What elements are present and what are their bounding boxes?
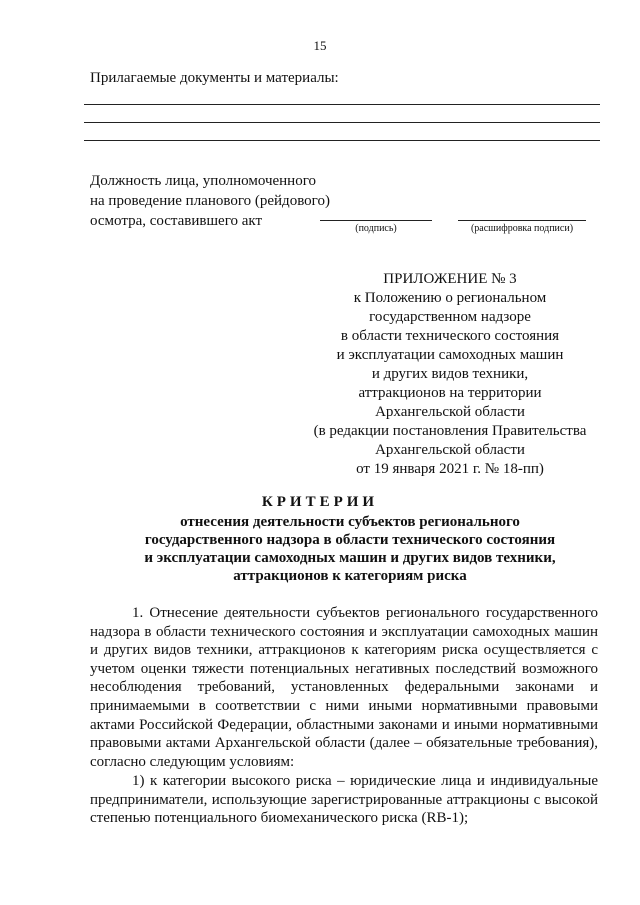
criteria-title: КРИТЕРИИ bbox=[261, 494, 379, 510]
signature-line bbox=[320, 220, 432, 221]
appendix-line: Архангельской области bbox=[375, 404, 525, 420]
criteria-subtitle bbox=[90, 513, 610, 585]
criteria-subtitle-line: и эксплуатации самоходных машин и других видов техники, bbox=[144, 550, 556, 566]
signature-decoding-line bbox=[458, 220, 586, 221]
appendix-header bbox=[290, 270, 610, 479]
appendix-line: в области технического состояния bbox=[340, 328, 560, 344]
criteria-subtitle-line: отнесения деятельности субъектов регионального bbox=[180, 514, 520, 530]
attachments-line-1 bbox=[84, 104, 600, 105]
page-number: 15 bbox=[313, 38, 327, 53]
appendix-line: от 19 января 2021 г. № 18-пп) bbox=[356, 461, 544, 477]
criteria-subtitle-line: государственного надзора в области технического состояния bbox=[144, 532, 556, 548]
attachments-line-2 bbox=[84, 122, 600, 123]
official-position-block bbox=[90, 171, 330, 231]
attachments-line-3 bbox=[84, 140, 600, 141]
appendix-line: ПРИЛОЖЕНИЕ № 3 bbox=[383, 271, 517, 287]
body-paragraph-1: 1. Отнесение деятельности субъектов регионального государственного надзора в области технического состояния и эксплуатации самоходных машин и других видов техники, аттракционов к категориям риска осуществляется с учетом оценки тяжести потенциальных негативных последствий возможного несоблюдения требований, установленных федеральными законами и принимаемыми в соответствии с ними иными нормативными правовыми актами Российской Федерации, областными законами и иными нормативными правовыми актами Архангельской области (далее – обязательные требования), согласно следующим условиям: bbox=[90, 605, 598, 770]
appendix-line: государственном надзоре bbox=[369, 309, 531, 325]
signature-caption: (подпись) bbox=[355, 223, 397, 234]
official-position-line: осмотра, составившего акт bbox=[90, 213, 263, 229]
criteria-subtitle-line: аттракционов к категориям риска bbox=[233, 568, 467, 584]
appendix-line: к Положению о региональном bbox=[353, 290, 547, 306]
attachments-heading: Прилагаемые документы и материалы: bbox=[90, 70, 339, 86]
official-position-line: на проведение планового (рейдового) bbox=[90, 193, 330, 209]
appendix-line: (в редакции постановления Правительства bbox=[313, 423, 587, 439]
signature-decoding-caption: (расшифровка подписи) bbox=[470, 223, 574, 234]
appendix-line: и других видов техники, bbox=[371, 366, 529, 382]
official-position-line: Должность лица, уполномоченного bbox=[90, 173, 316, 189]
appendix-line: аттракционов на территории bbox=[358, 385, 542, 401]
appendix-line: Архангельской области bbox=[375, 442, 525, 458]
appendix-line: и эксплуатации самоходных машин bbox=[336, 347, 564, 363]
body-paragraph-2: 1) к категории высокого риска – юридические лица и индивидуальные предприниматели, использующие зарегистрированные аттракционы с высокой степенью потенциального биомеханического риска (RB-1); bbox=[90, 773, 598, 827]
